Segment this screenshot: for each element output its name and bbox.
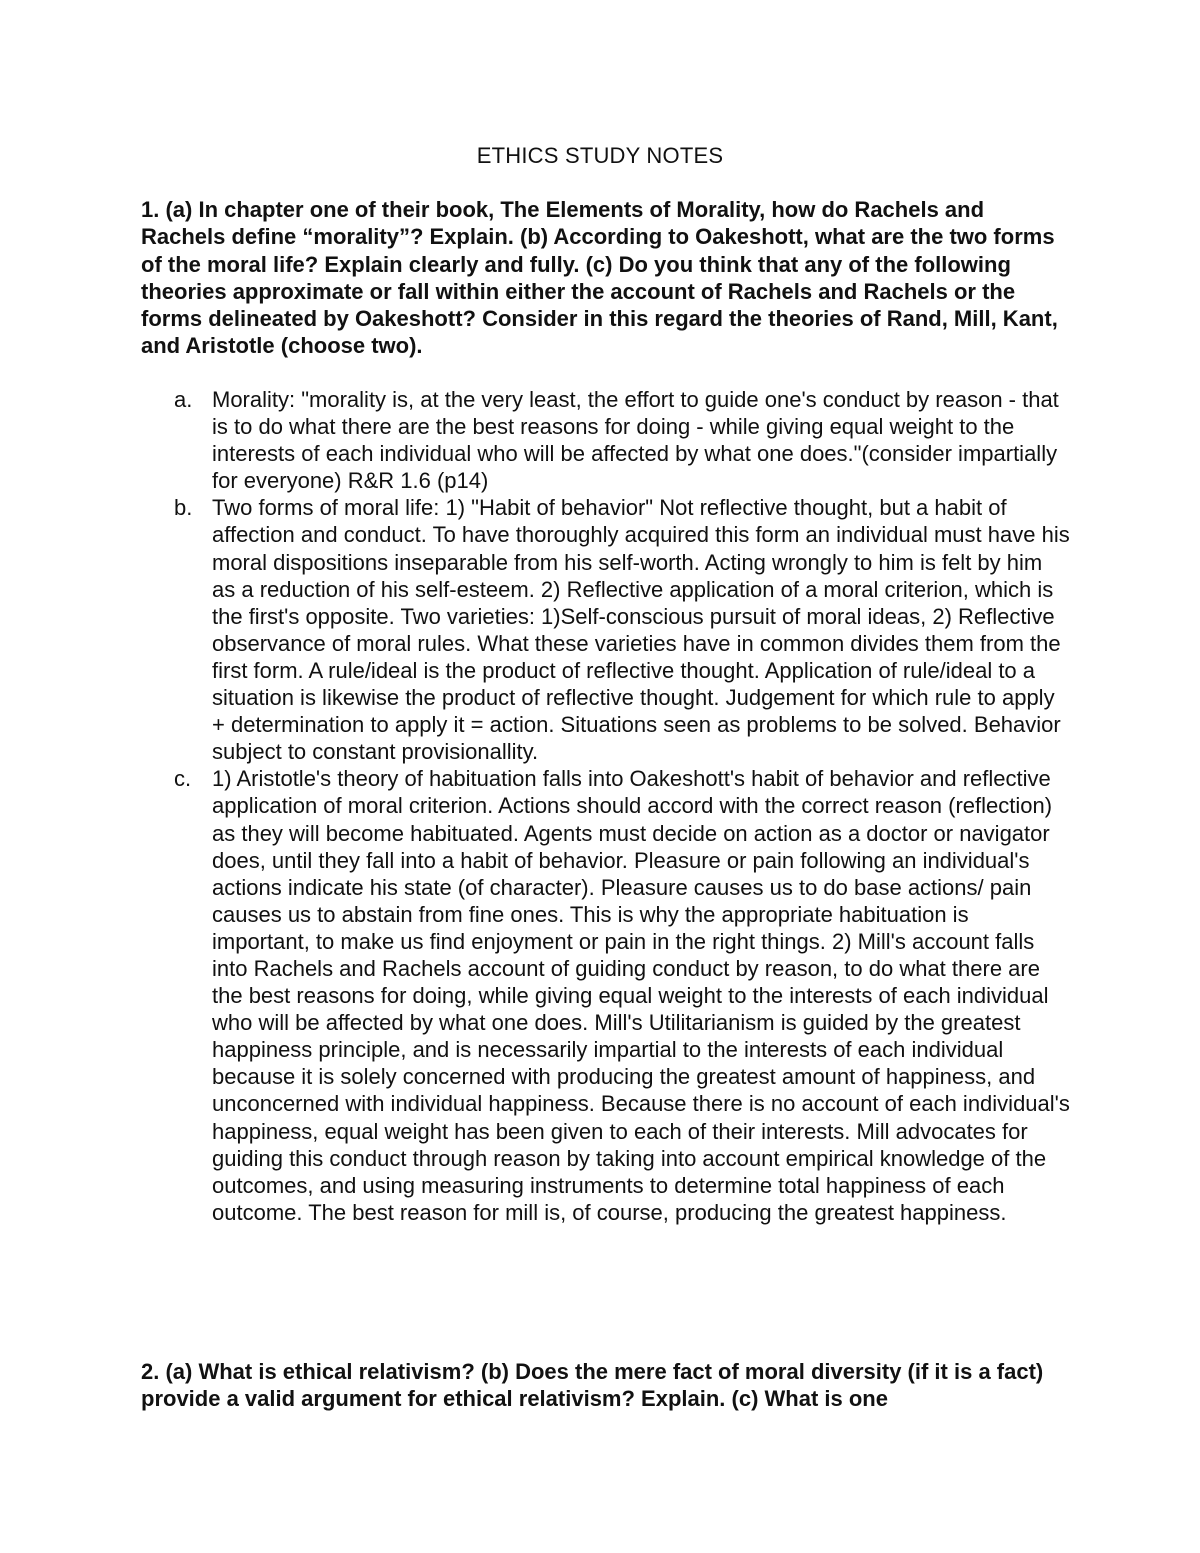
- answer-text: Two forms of moral life: 1) "Habit of behavior" Not reflective thought, but a habit of affection and conduct. To have thoroughly acquired this form an individual must have his moral dispositions inseparable from his self-worth. Acting wrongly to him is felt by him as a reduction of his self-esteem. 2) Reflective application of a moral criterion, which is the first's opposite. Two varieties: 1)Self-conscious pursuit of moral ideas, 2) Reflective observance of moral rules. What these varieties have in common divides them from the first form. A rule/ideal is the product of reflective thought. Application of rule/ideal to a situation is likewise the product of reflective thought. Judgement for which rule to apply + determination to apply it = action. Situations seen as problems to be solved. Behavior subject to constant provisionallity.: [212, 495, 1070, 765]
- answer-text: 1) Aristotle's theory of habituation falls into Oakeshott's habit of behavior and reflective application of moral criterion. Actions should accord with the correct reason (reflection) as they will become habituated. Agents must decide on action as a doctor or navigator does, until they fall into a habit of behavior. Pleasure or pain following an individual's actions indicate his state (of character). Pleasure causes us to do base actions/ pain causes us to abstain from fine ones. This is why the appropriate habituation is important, to make us find enjoyment or pain in the right things. 2) Mill's account falls into Rachels and Rachels account of guiding conduct by reason, to do what there are the best reasons for doing, while giving equal weight to the interests of each individual who will be affected by what one does. Mill's Utilitarianism is guided by the greatest happiness principle, and is necessarily impartial to the interests of each individual because it is solely concerned with producing the greatest amount of happiness, and unconcerned with individual happiness. Because there is no account of each individual's happiness, equal weight has been given to each of their interests. Mill advocates for guiding this conduct through reason by taking into account empirical knowledge of the outcomes, and using measuring instruments to determine total happiness of each outcome. The best reason for mill is, of course, producing the greatest happiness.: [212, 766, 1070, 1225]
- question-1: 1. (a) In chapter one of their book, The Elements of Morality, how do Rachels and Rachels define “morality”? Explain. (b) According to Oakeshott, what are the two forms of the moral life? Explain clearly and fully. (c) Do you think that any of the following theories approximate or fall within either the account of Rachels and Rachels or the forms delineated by Oakeshott? Consider in this regard the theories of Rand, Mill, Kant, and Aristotle (choose two).: [141, 197, 1058, 359]
- answer-c: [0, 765, 1070, 1226]
- answer-a: [0, 386, 1070, 494]
- document-title: ETHICS STUDY NOTES: [476, 143, 724, 168]
- question-2: 2. (a) What is ethical relativism? (b) Does the mere fact of moral diversity (if it is a fact) provide a valid argument for ethical relativism? Explain. (c) What is one: [141, 1359, 1044, 1412]
- answer-list: [0, 386, 1200, 1226]
- answer-text: Morality: "morality is, at the very least, the effort to guide one's conduct by reason - that is to do what there are the best reasons for doing - while giving equal weight to the interests of each individual who will be affected by what one does."(consider impartially for everyone) R&R 1.6 (p14): [212, 387, 1059, 494]
- list-marker: a.: [174, 387, 193, 412]
- answer-b: [0, 494, 1070, 765]
- list-marker: b.: [174, 495, 193, 521]
- list-marker: c.: [174, 766, 192, 792]
